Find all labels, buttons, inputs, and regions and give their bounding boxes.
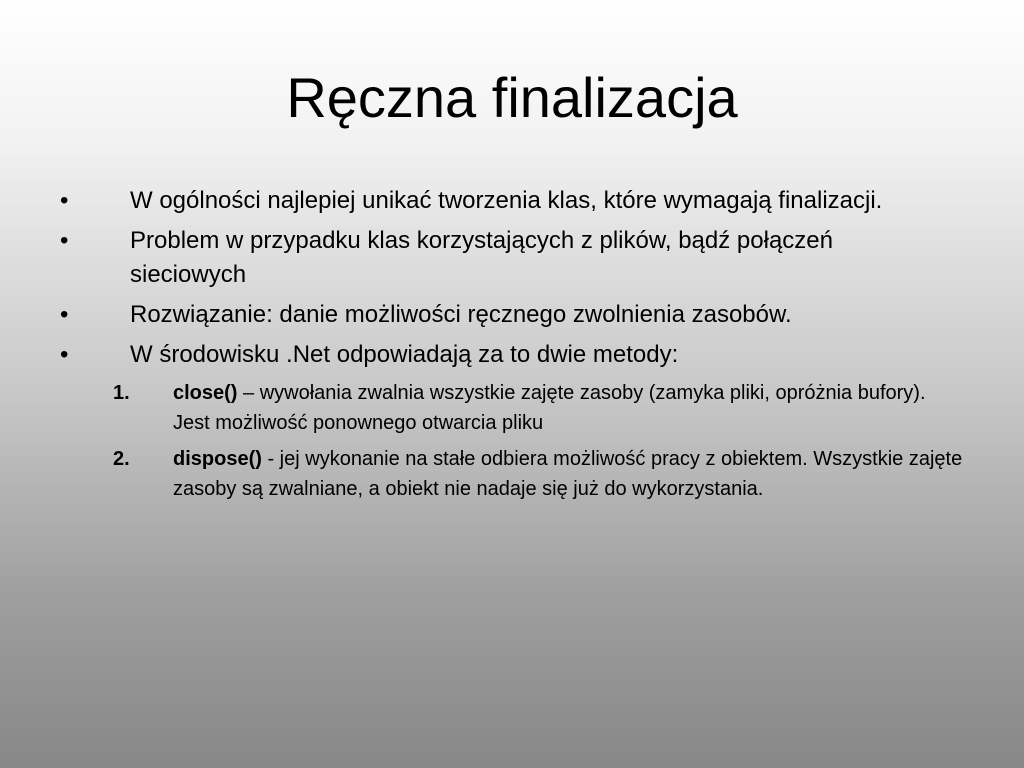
bullet-marker: • bbox=[60, 227, 69, 254]
numbered-sub-list bbox=[0, 378, 1024, 504]
bullet-list bbox=[0, 184, 1024, 510]
bullet-marker: • bbox=[60, 301, 69, 328]
sub-item-number: 2. bbox=[113, 448, 130, 470]
sub-item-keyword: dispose() bbox=[173, 448, 262, 470]
bullet-text: Problem w przypadku klas korzystających z plików, bądź połączeń sieciowych bbox=[130, 227, 833, 288]
sub-item-text: - jej wykonanie na stałe odbiera możliwość pracy z obiektem. Wszystkie zajęte zasoby są zwalniane, a obiekt nie nadaje się już do wykorzystania. bbox=[173, 448, 963, 500]
bullet-item bbox=[0, 298, 1024, 332]
bullet-text: W ogólności najlepiej unikać tworzenia klas, które wymagają finalizacji. bbox=[130, 187, 883, 214]
sub-item bbox=[0, 444, 1024, 504]
sub-item-keyword: close() bbox=[173, 382, 238, 404]
sub-item-number: 1. bbox=[113, 382, 130, 404]
bullet-marker: • bbox=[60, 341, 69, 368]
sub-item bbox=[0, 378, 1024, 438]
sub-list-container bbox=[0, 378, 1024, 504]
bullet-marker: • bbox=[60, 187, 69, 214]
slide-title: Ręczna finalizacja bbox=[286, 66, 738, 129]
bullet-item bbox=[0, 184, 1024, 218]
bullet-text: Rozwiązanie: danie możliwości ręcznego zwolnienia zasobów. bbox=[130, 301, 792, 328]
bullet-item bbox=[0, 338, 1024, 372]
bullet-text: W środowisku .Net odpowiadają za to dwie metody: bbox=[130, 341, 679, 368]
bullet-item bbox=[0, 224, 1024, 292]
sub-item-text: – wywołania zwalnia wszystkie zajęte zasoby (zamyka pliki, opróżnia bufory). Jest możliwość ponownego otwarcia pliku bbox=[173, 382, 926, 434]
